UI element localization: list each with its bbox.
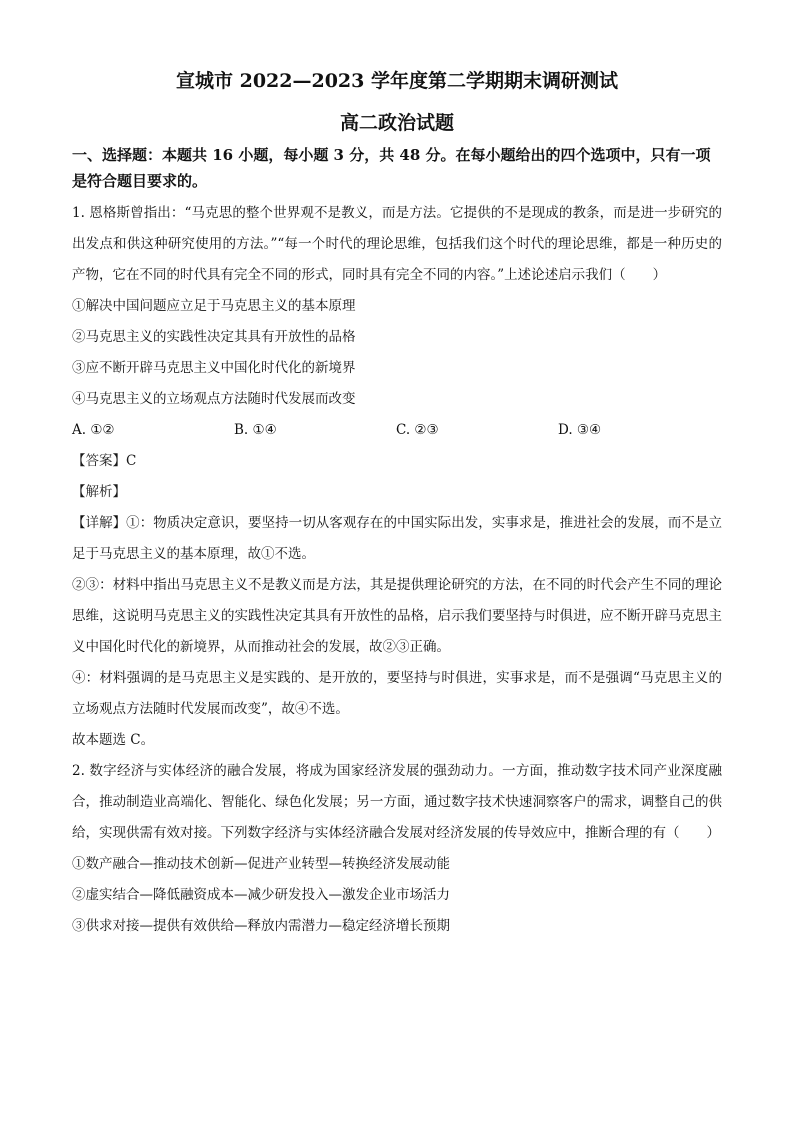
question-1-analysis-paragraph: ②③：材料中指出马克思主义不是教义而是方法，其是提供理论研究的方法，在不同的时代会产生不同的理论思维，这说明马克思主义的实践性决定其具有开放性的品格，启示我们要坚持与时俱进，应不断开辟马克思主义中国化时代化的新境界，从而推动社会的发展，故②③正确。 <box>72 577 722 655</box>
question-1-item: ④马克思主义的立场观点方法随时代发展而改变 <box>72 391 356 407</box>
question-1-analysis-paragraph: ④：材料强调的是马克思主义是实践的、是开放的，要坚持与时俱进，实事求是，而不是强调“马克思主义的立场观点方法随时代发展而改变”，故④不选。 <box>72 670 722 717</box>
question-1-stem: 1. 恩格斯曾指出：“马克思的整个世界观不是教义，而是方法。它提供的不是现成的教条，而是进一步研究的出发点和供这种研究使用的方法。”“每一个时代的理论思维，包括我们这个时代的理论思维，都是一种历史的产物，它在不同的时代具有完全不同的形式，同时具有完全不同的内容。”上述论述启示我们（ ） <box>72 205 722 283</box>
question-1-options <box>72 415 722 446</box>
option-a: A. ①② <box>72 422 115 438</box>
question-2-item: ①数产融合—推动技术创新—促进产业转型—转换经济发展动能 <box>72 856 450 872</box>
question-2-stem: 2. 数字经济与实体经济的融合发展，将成为国家经济发展的强劲动力。一方面，推动数字技术同产业深度融合，推动制造业高端化、智能化、绿色化发展；另一方面，通过数字技术快速洞察客户的需求，调整自己的供给，实现供需有效对接。下列数字经济与实体经济融合发展对经济发展的传导效应中，推断合理的有（ ） <box>72 763 722 841</box>
exam-title: 宣城市 2022—2023 学年度第二学期期末调研测试 <box>176 70 618 92</box>
question-1-item: ③应不断开辟马克思主义中国化时代化的新境界 <box>72 360 356 376</box>
document-page <box>72 66 722 942</box>
question-1-item: ①解决中国问题应立足于马克思主义的基本原理 <box>72 298 356 314</box>
option-c: C. ②③ <box>396 422 439 438</box>
section-heading: 一、选择题：本题共 16 小题，每小题 3 分，共 48 分。在每小题给出的四个选项中，只有一项是符合题目要求的。 <box>72 146 711 190</box>
option-d: D. ③④ <box>558 422 602 438</box>
question-1-conclusion: 故本题选 C。 <box>72 732 155 748</box>
question-2-item: ②虚实结合—降低融资成本—减少研发投入—激发企业市场活力 <box>72 887 450 903</box>
exam-subtitle: 高二政治试题 <box>339 112 454 134</box>
question-1-answer: 【答案】C <box>72 453 137 469</box>
question-2-item: ③供求对接—提供有效供给—释放内需潜力—稳定经济增长预期 <box>72 918 450 934</box>
option-b: B. ①④ <box>234 422 277 438</box>
question-1-analysis-paragraph: 【详解】①：物质决定意识，要坚持一切从客观存在的中国实际出发，实事求是，推进社会的发展，而不是立足于马克思主义的基本原理，故①不选。 <box>72 515 722 562</box>
question-1-analysis-label: 【解析】 <box>72 484 126 500</box>
question-1-item: ②马克思主义的实践性决定其具有开放性的品格 <box>72 329 356 345</box>
